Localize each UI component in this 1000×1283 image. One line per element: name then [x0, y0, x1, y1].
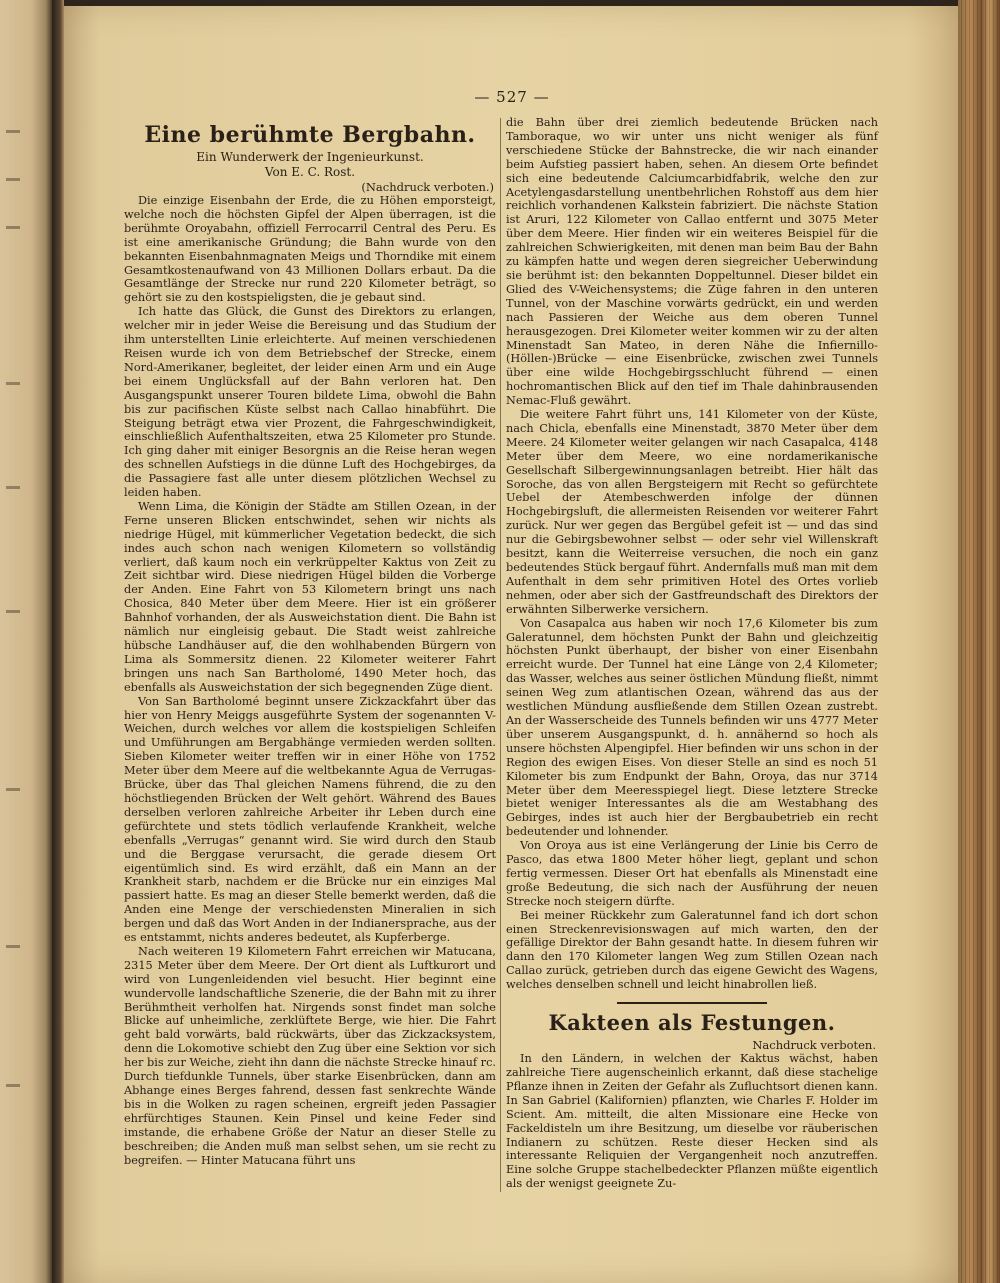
article-author: Von E. C. Rost.	[264, 165, 356, 179]
article-paragraph: In den Ländern, in welchen der Kaktus wächst, haben zahlreiche Tiere augenscheinlich erkannt, daß diese stachelige Pflanze ihnen in Zeiten der Gefahr als Zufluchtsort dienen kann. In San Gabriel (Kalifornien) pflanzten, wie Charles F. Holder im Scient. Am. mitteilt, die alten Missionare eine Hecke von Fackeldisteln um ihre Besitzung, um dieselbe vor räuberischen Indianern zu schützen. Reste dieser Hecken sind als interessante Reliquien der Vergangenheit noch anzutreffen. Eine solche Gruppe stachelbedeckter Pflanzen müßte eigentlich als der wenigst geeignete Zu-	[506, 1052, 878, 1191]
article-paragraph: Bei meiner Rückkehr zum Galeratunnel fand ich dort schon einen Streckenrevisionswagen auf mich warten, den der gefällige Direktor der Bahn gesandt hatte. In diesem fuhren wir dann den 170 Kilometer langen Weg zum Stillen Ozean nach Callao zurück, getrieben durch das eigene Gewicht des Wagens, welches denselben schnell und leicht hinabrollen ließ.	[506, 908, 878, 992]
article-separator-rule	[617, 1002, 767, 1004]
left-page-mark	[6, 610, 20, 613]
book-gutter	[52, 0, 64, 1283]
article-paragraph: Die einzige Eisenbahn der Erde, die zu Höhen emporsteigt, welche noch die höchsten Gipfel der Alpen überragen, ist die berühmte Oroyabahn, offiziell Ferrocarril Central des Peru. Es ist eine amerikanische Gründung; die Bahn wurde von den bekannten Eisenbahnmagnaten Meigs und Thorndike mit einem Gesamtkostenaufwand von 43 Millionen Dollars erbaut. Da die Gesamtlänge der Strecke nur rund 220 Kilometer beträgt, so gehört sie zu den kostspieligsten, die je gebaut sind.	[124, 194, 496, 305]
article-paragraph: Nach weiteren 19 Kilometern Fahrt erreichen wir Matucana, 2315 Meter über dem Meere. Der Ort dient als Luftkurort und wird von Lungenleidenden viel besucht. Hier beginnt eine wundervolle landschaftliche Szenerie, die der Bahn mit zu ihrer Berühmtheit verholfen hat. Nirgends sonst findet man solche Blicke auf unheimliche, zerklüftete Berge, wie hier. Die Fahrt geht bald vorwärts, bald rückwärts, über das Zickzacksystem, denn die Lokomotive schiebt den Zug über eine Sektion vor sich her bis zur Weiche, zieht ihn dann die nächste Strecke hinauf rc. Durch tiefdunkle Tunnels, über starke Eisenbrücken, dann am Abhange eines Berges fahrend, dessen fast senkrechte Wände bis in die Wolken zu ragen scheinen, ergreift jeden Passagier ehrfürchtiges Staunen. Kein Pinsel und keine Feder sind imstande, die erhabene Größe der Natur an dieser Stelle zu beschreiben; die Anden muß man selbst sehen, um sie recht zu begreifen. — Hinter Matucana führt uns	[124, 944, 496, 1167]
page-number: — 527 —	[474, 88, 550, 106]
left-page-mark	[6, 382, 20, 385]
left-page-mark	[6, 788, 20, 791]
magazine-page	[64, 6, 960, 1283]
article-title: Eine berühmte Bergbahn.	[144, 122, 476, 148]
left-facing-page	[0, 0, 52, 1283]
article-paragraph: Von Oroya aus ist eine Verlängerung der Linie bis Cerro de Pasco, das etwa 1800 Meter höher liegt, geplant und schon fertig vermessen. Dieser Ort hat ebenfalls als Minenstadt eine große Bedeutung, die sich nach der Ausführung der neuen Strecke noch steigern dürfte.	[506, 839, 878, 908]
article-title: Kakteen als Festungen.	[548, 1010, 836, 1036]
left-page-mark	[6, 226, 20, 229]
article-paragraph: Die weitere Fahrt führt uns, 141 Kilometer von der Küste, nach Chicla, ebenfalls eine Minenstadt, 3870 Meter über dem Meere. 24 Kilometer weiter gelangen wir nach Casapalca, 4148 Meter über dem Meere, wo eine nordamerikanische Gesellschaft Silbergewinnungsanlagen betreibt. Hier hält das Soroche, das von allen Bergsteigern mit Recht so gefürchtete Uebel der Atembeschwerden infolge der dünnen Hochgebirgsluft, die allermeisten Reisenden vor weiterer Fahrt zurück. Nur wer gegen das Bergübel gefeit ist — und das sind nur die Gebirgsbewohner selbst — oder sehr viel Willenskraft besitzt, kann die Weiterreise versuchen, die noch ein ganz bedeutendes Stück bergauf führt. Andernfalls muß man mit dem Aufenthalt in dem sehr primitiven Hotel des Ortes vorlieb nehmen, oder aber sich der Gastfreundschaft des Direktors der erwähnten Silberwerke versichern.	[506, 408, 878, 616]
reprint-note: (Nachdruck verboten.)	[361, 180, 494, 194]
reprint-note: Nachdruck verboten.	[752, 1038, 876, 1053]
left-page-mark	[6, 178, 20, 181]
book-page-edge-texture	[958, 0, 1000, 1283]
column-divider	[500, 118, 501, 1192]
article-paragraph: Von Casapalca aus haben wir noch 17,6 Kilometer bis zum Galeratunnel, dem höchsten Punkt der Bahn und gleichzeitig höchsten Punkt überhaupt, der bisher von einer Eisenbahn erreicht wurde. Der Tunnel hat eine Länge von 2,4 Kilometer; das Wasser, welches aus seiner östlichen Mündung fließt, nimmt seinen Weg zum atlantischen Ozean, während das aus der westlichen Mündung ausfließende dem Stillen Ozean zustrebt. An der Wasserscheide des Tunnels befinden wir uns 4777 Meter über unserem Ausgangspunkt, d. h. annähernd so hoch als unsere höchsten Alpengipfel. Hier befinden wir uns schon in der Region des ewigen Eises. Von dieser Stelle an sind es noch 51 Kilometer bis zum Endpunkt der Bahn, Oroya, das nur 3714 Meter über dem Meeresspiegel liegt. Diese letztere Strecke bietet weniger Interessantes als die am Westabhang des Gebirges, indes ist auch hier der Bergbaubetrieb ein recht bedeutender und lohnender.	[506, 616, 878, 839]
article-subtitle: Ein Wunderwerk der Ingenieurkunst.	[196, 150, 424, 164]
article-paragraph: Ich hatte das Glück, die Gunst des Direktors zu erlangen, welcher mir in jeder Weise die Bereisung und das Studium der ihm unterstellten Linie erleichterte. Auf meinen verschiedenen Reisen wurde ich von dem Betriebschef der Strecke, einem Nord-Amerikaner, begleitet, der leider einen Arm und ein Auge bei einem Unglücksfall auf der Bahn verloren hat. Den Ausgangspunkt unserer Touren bildete Lima, obwohl die Bahn bis zur pacifischen Küste selbst nach Callao hinabführt. Die Steigung beträgt etwa vier Prozent, die Fahrgeschwindigkeit, einschließlich Aufenthaltszeiten, etwa 25 Kilometer pro Stunde. Ich ging daher mit einiger Besorgnis an die Reise heran wegen des schnellen Aufstiegs in die dünne Luft des Hochgebirges, da die Passagiere fast alle unter diesem plötzlichen Wechsel zu leiden haben.	[124, 305, 496, 500]
article-paragraph: Wenn Lima, die Königin der Städte am Stillen Ozean, in der Ferne unseren Blicken entschwindet, sehen wir nichts als niedrige Hügel, mit kümmerlicher Vegetation bedeckt, die sich indes auch schon nach wenigen Kilometern so vollständig verliert, daß kaum noch ein verkrüppelter Kaktus von Zeit zu Zeit sichtbar wird. Diese niedrigen Hügel bilden die Vorberge der Anden. Eine Fahrt von 53 Kilometern bringt uns nach Chosica, 840 Meter über dem Meere. Hier ist ein größerer Bahnhof vorhanden, der als Ausweichstation dient. Die Bahn ist nämlich nur eingleisig gebaut. Die Stadt weist zahlreiche hübsche Landhäuser auf, die den wohlhabenden Bürgern von Lima als Sommersitz dienen. 22 Kilometer weiterer Fahrt bringen uns nach San Bartholomé, 1490 Meter hoch, das ebenfalls als Ausweichstation der sich begegnenden Züge dient.	[124, 499, 496, 694]
left-page-mark	[6, 130, 20, 133]
left-page-mark	[6, 486, 20, 489]
article-paragraph: Von San Bartholomé beginnt unsere Zickzackfahrt über das hier von Henry Meiggs ausgeführte System der sogenannten V-Weichen, durch welches vor allem die kostspieligen Schleifen und Umführungen am Bergabhänge vermieden werden sollten. Sieben Kilometer weiter treffen wir in einer Höhe von 1752 Meter über dem Meere auf die weltbekannte Agua de Verrugas-Brücke, über das Thal gleichen Namens führend, die zu den höchstliegenden Brücken der Welt gehört. Während des Baues derselben verloren zahlreiche Arbeiter ihr Leben durch eine gefürchtete und stets tödlich verlaufende Krankheit, welche ebenfalls „Verrugas“ genannt wird. Sie wird durch den Staub und die Berggase verursacht, die gerade diesem Ort eigentümlich sind. Es wird erzählt, daß ein Mann an der Krankheit starb, nachdem er die Brücke nur ein einziges Mal passiert hatte. Es mag an dieser Stelle bemerkt werden, daß die Anden eine Menge der verschiedensten Mineralien in sich bergen und daß das Wort Anden in der Indianersprache, aus der es entstammt, nichts anderes bedeutet, als Kupferberge.	[124, 694, 496, 945]
left-page-mark	[6, 1084, 20, 1087]
left-page-mark	[6, 945, 20, 948]
right-column	[506, 116, 878, 1191]
article-paragraph: die Bahn über drei ziemlich bedeutende Brücken nach Tamboraque, wo wir unter uns nicht weniger als fünf verschiedene Stücke der Bahnstrecke, die wir nach einander beim Aufstieg passiert haben, sehen. An diesem Orte befindet sich eine bedeutende Calciumcarbidfabrik, welche den zur Acetylengasdarstellung unentbehrlichen Rohstoff aus dem hier reichlich vorhandenen Kalkstein fabriziert. Die nächste Station ist Aruri, 122 Kilometer von Callao entfernt und 3075 Meter über dem Meere. Hier finden wir ein weiteres Beispiel für die zahlreichen Schwierigkeiten, mit denen man beim Bau der Bahn zu kämpfen hatte und wegen deren siegreicher Ueberwindung sie berühmt ist: den bekannten Doppeltunnel. Dieser bildet ein Glied des V-Weichensystems; die Züge fahren in den unteren Tunnel, von der Maschine vorwärts gedrückt, ein und werden nach Passieren der Weiche aus dem oberen Tunnel herausgezogen. Drei Kilometer weiter kommen wir zu der alten Minenstadt San Mateo, in deren Nähe die Infiernillo-(Höllen-)Brücke — eine Eisenbrücke, zwischen zwei Tunnels über eine wilde Hochgebirgsschlucht führend — einen hochromantischen Blick auf den tief im Thale dahinbrausenden Nemac-Fluß gewährt.	[506, 116, 878, 408]
left-column	[124, 116, 496, 1167]
